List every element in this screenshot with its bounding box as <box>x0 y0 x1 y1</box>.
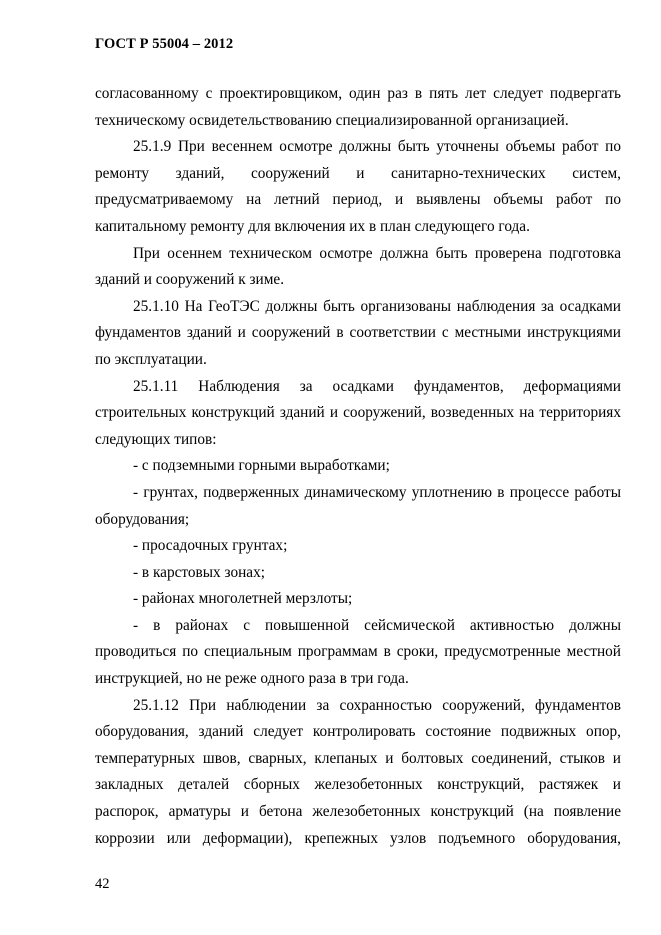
page-body <box>95 81 621 852</box>
paragraph-25-1-10: 25.1.10 На ГеоТЭС должны быть организованы наблюдения за осадками фундаментов зданий и сооружений в соответствии с местными инструкциями по эксплуатации. <box>95 297 621 368</box>
document-header: ГОСТ Р 55004 – 2012 <box>95 36 234 52</box>
list-item: - просадочных грунтах; <box>133 537 288 555</box>
paragraph-25-1-11: 25.1.11 Наблюдения за осадками фундаментов, деформациями строительных конструкций зданий и сооружений, возведенных на территориях следующих типов: <box>95 377 621 448</box>
list-item: - в карстовых зонах; <box>133 563 265 581</box>
paragraph-continuation: согласованному с проектировщиком, один раз в пять лет следует подвергать техническому освидетельствованию специализированной организацией. <box>95 85 621 129</box>
paragraph-25-1-12: 25.1.12 При наблюдении за сохранностью сооружений, фундаментов оборудования, зданий следует контролировать состояние подвижных опор, температурных швов, сварных, клепаных и болтовых соединений, стыков и закладных деталей сборных железобетонных конструкций, растяжек и распорок, арматуры и бетона железобетонных конструкций (на появление коррозии или деформации), крепежных узлов подъемного оборудования, <box>95 696 621 847</box>
list-item: - с подземными горными выработками; <box>133 457 390 475</box>
paragraph-autumn-inspection: При осеннем техническом осмотре должна быть проверена подготовка зданий и сооружений к зиме. <box>95 244 621 289</box>
list-item: - районах многолетней мерзлоты; <box>133 590 353 608</box>
list-item: - грунтах, подверженных динамическому уплотнению в процессе работы оборудования; <box>95 483 621 528</box>
paragraph-25-1-9: 25.1.9 При весеннем осмотре должны быть уточнены объемы работ по ремонту зданий, сооружений и санитарно-технических систем, предусматриваемому на летний период, и выявлены объемы работ по капитальному ремонту для включения их в план следующего года. <box>95 138 621 235</box>
list-item: - в районах с повышенной сейсмической активностью должны проводиться по специальным программам в сроки, предусмотренные местной инструкцией, но не реже одного раза в три года. <box>95 616 621 688</box>
page-number: 42 <box>95 876 110 892</box>
